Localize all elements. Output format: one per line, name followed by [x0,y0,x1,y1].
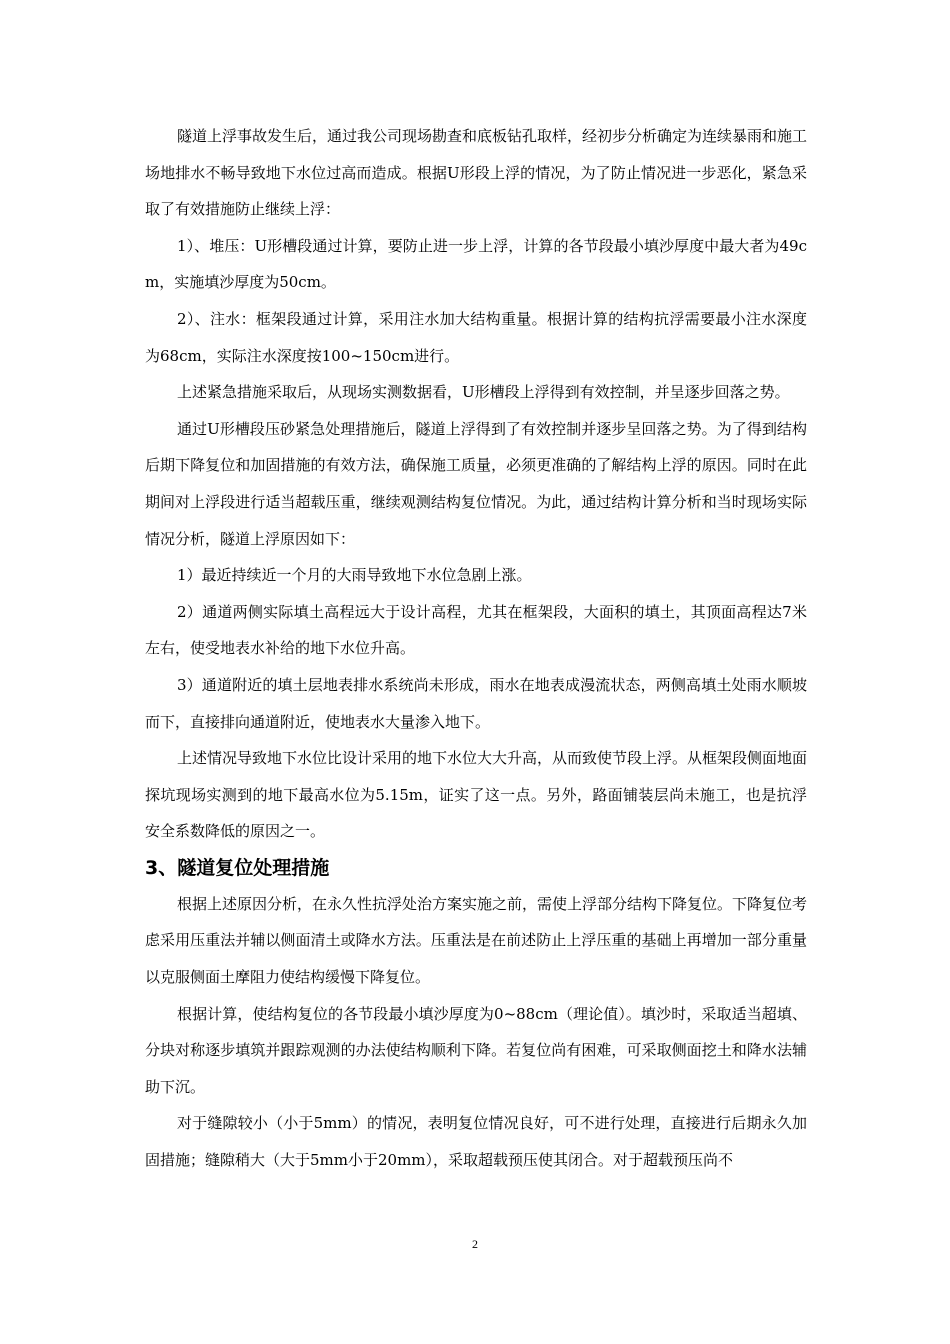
list-item: 1）最近持续近一个月的大雨导致地下水位急剧上涨。 [177,566,532,585]
section-heading: 3、隧道复位处理措施 [145,856,330,879]
paragraph: 通过U形槽段压砂紧急处理措施后，隧道上浮得到了有效控制并逐步呈回落之势。为了得到结构后期下降复位和加固措施的有效方法，确保施工质量，必须更准确的了解结构上浮的原因。同时在此期间对上浮段进行适当超载压重，继续观测结构复位情况。为此，通过结构计算分析和当时现场实际情况分析，隧道上浮原因如下： [145,419,807,548]
list-item: 3）通道附近的填土层地表排水系统尚未形成，雨水在地表成漫流状态，两侧高填土处雨水顺坡而下，直接排向通道附近，使地表水大量渗入地下。 [145,675,807,731]
paragraph: 根据上述原因分析，在永久性抗浮处治方案实施之前，需使上浮部分结构下降复位。下降复位考虑采用压重法并辅以侧面清土或降水方法。压重法是在前述防止上浮压重的基础上再增加一部分重量以克服侧面土摩阻力使结构缓慢下降复位。 [145,894,808,987]
list-item: 2）通道两侧实际填土高程远大于设计高程，尤其在框架段，大面积的填土，其顶面高程达7米左右，使受地表水补给的地下水位升高。 [145,602,807,658]
paragraph: 上述情况导致地下水位比设计采用的地下水位大大升高，从而致使节段上浮。从框架段侧面地面探坑现场实测到的地下最高水位为5.15m，证实了这一点。另外，路面铺装层尚未施工，也是抗浮安全系数降低的原因之一。 [145,749,808,841]
paragraph: 2）、注水：框架段通过计算，采用注水加大结构重量。根据计算的结构抗浮需要最小注水深度为68cm，实际注水深度按100~150cm进行。 [145,309,807,365]
paragraph: 对于缝隙较小（小于5mm）的情况，表明复位情况良好，可不进行处理，直接进行后期永久加固措施；缝隙稍大（大于5mm小于20mm），采取超载预压使其闭合。对于超载预压尚不 [145,1114,807,1170]
page-number: 2 [472,1237,478,1251]
paragraph: 根据计算，使结构复位的各节段最小填沙厚度为0~88cm（理论值）。填沙时，采取适当超填、分块对称逐步填筑并跟踪观测的办法使结构顺利下降。若复位尚有困难，可采取侧面挖土和降水法辅助下沉。 [145,1004,807,1096]
paragraph: 隧道上浮事故发生后，通过我公司现场勘查和底板钻孔取样，经初步分析确定为连续暴雨和施工场地排水不畅导致地下水位过高而造成。根据U形段上浮的情况，为了防止情况进一步恶化，紧急采取了有效措施防止继续上浮： [145,127,808,219]
document-body [145,118,807,1179]
paragraph: 1）、堆压：U形槽段通过计算，要防止进一步上浮，计算的各节段最小填沙厚度中最大者为49cm，实施填沙厚度为50cm。 [145,236,807,292]
paragraph: 上述紧急措施采取后，从现场实测数据看，U形槽段上浮得到有效控制，并呈逐步回落之势。 [177,383,790,402]
